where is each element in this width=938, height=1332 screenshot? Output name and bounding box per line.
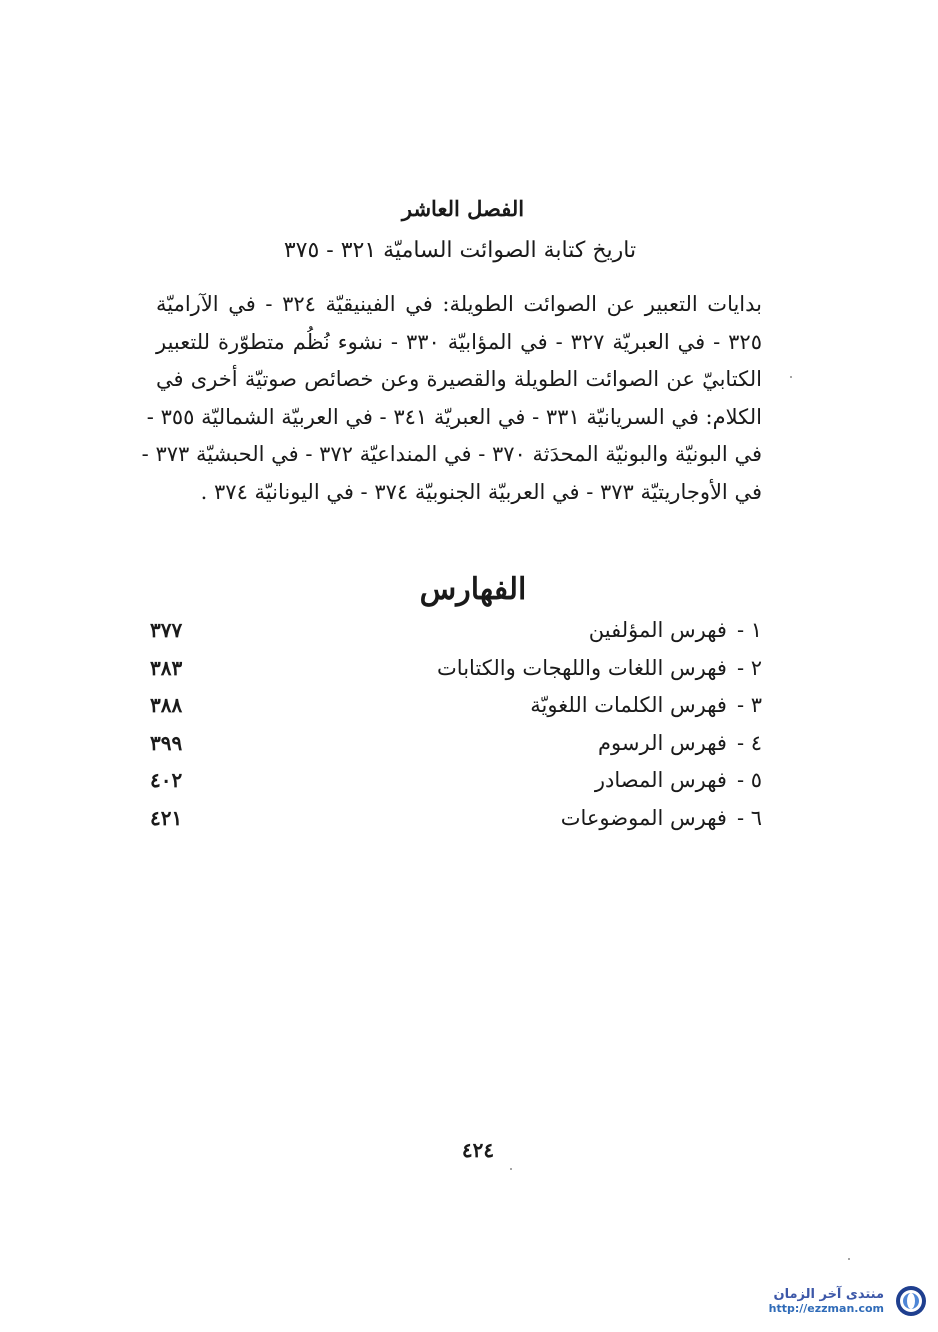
index-title: فهرس اللغات واللهجات والكتابات [437,655,727,680]
summary-line: الكتابيّ عن الصوائت الطويلة والقصيرة وعن خصائص صوتيّة أخرى في [156,367,762,391]
index-title: فهرس المؤلفين [588,618,727,642]
index-number: ٦ - [736,805,762,830]
index-number: ٢ - [736,655,762,680]
index-entry [150,768,762,806]
site-watermark [698,1278,928,1324]
watermark-text [769,1287,884,1315]
watermark-url: http://ezzman.com [768,1302,884,1315]
chapter-summary [141,286,763,511]
summary-line: في الأوجاريتيّة ٣٧٣ - في العربيّة الجنوبيّة ٣٧٤ - في اليونانيّة ٣٧٤ . [200,479,762,504]
summary-line: بدايات التعبير عن الصوائت الطويلة: في الفينيقيّة ٣٢٤ - في الآراميّة [156,292,763,316]
index-title: فهرس الكلمات اللغويّة [530,693,727,717]
index-entry-label [530,693,762,717]
index-number: ٥ - [736,768,762,792]
watermark-site-name: منتدى آخر الزمان [773,1287,884,1302]
indexes-heading: الفهارس [419,572,527,607]
index-entry-label [589,618,762,642]
index-entry-label [437,656,762,680]
index-title: فهرس الرسوم [598,730,727,755]
index-entry [150,618,762,656]
index-page-number: ٤٠٢ [150,768,183,792]
scan-speck [790,376,792,378]
summary-line: ٣٢٥ - في العبريّة ٣٢٧ - في المؤابيّة ٣٣٠ - نشوء نُظُم متطوّرة للتعبير [156,329,762,354]
index-number: ٣ - [736,693,762,717]
index-title: فهرس المصادر [594,768,727,792]
scan-speck [510,1168,512,1170]
index-page-number: ٣٧٧ [150,618,183,642]
index-page-number: ٣٨٣ [150,655,183,680]
summary-line: الكلام: في السريانيّة ٣٣١ - في العبريّة ٣٤١ - في العربيّة الشماليّة ٣٥٥ - [146,404,762,429]
index-title: فهرس الموضوعات [560,805,727,830]
page-number: ٤٢٤ [461,1138,495,1162]
index-entry-label [595,768,762,792]
index-entry [150,731,762,769]
chapter-title: تاريخ كتابة الصوائت الساميّة ٣٢١ - ٣٧٥ [283,238,637,263]
indexes-list [150,618,762,843]
index-entry-label [561,806,762,830]
summary-line: في البونيّة والبونيّة المحدَثة ٣٧٠ - في المنداعيّة ٣٧٢ - في الحبشيّة ٣٧٣ - [141,442,762,466]
index-entry [150,693,762,731]
index-entry-label [598,731,762,755]
chapter-heading: الفصل العاشر [401,196,525,221]
index-entry [150,656,762,694]
ring-logo-icon [894,1284,928,1318]
index-page-number: ٣٩٩ [150,730,183,755]
index-page-number: ٣٨٨ [150,693,183,717]
scan-speck [848,1258,850,1260]
index-entry [150,806,762,844]
index-number: ٤ - [736,730,762,755]
index-page-number: ٤٢١ [150,805,183,830]
index-number: ١ - [736,618,762,642]
